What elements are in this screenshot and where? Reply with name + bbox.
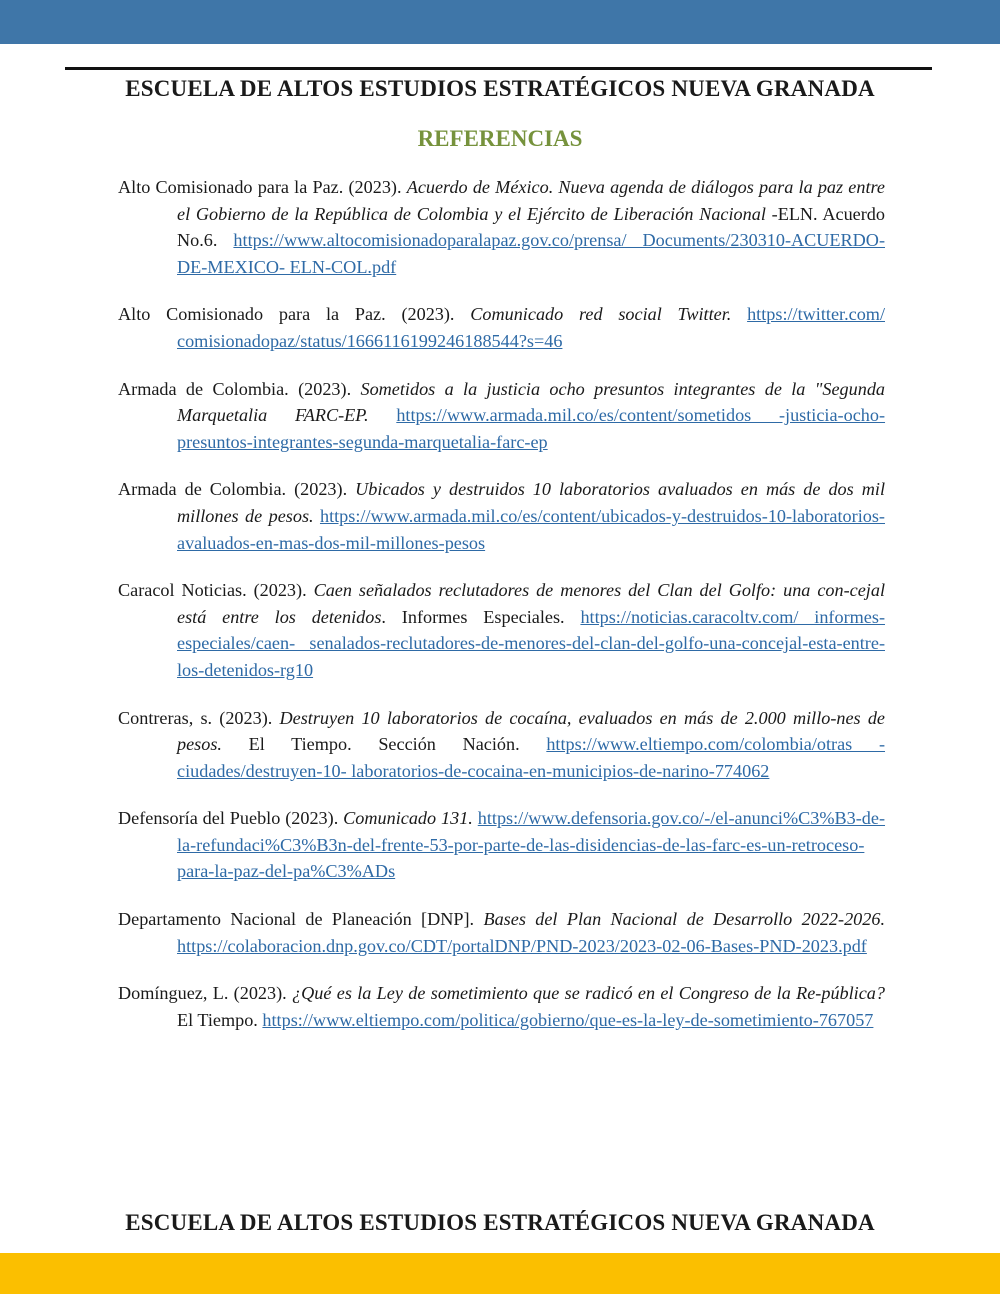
reference-author: Departamento Nacional de Planeación [DNP]. <box>118 909 484 930</box>
reference-title: Sometidos a la justicia ocho presuntos integrantes de la "Segunda Marquetalia FARC-EP. <box>177 378 886 426</box>
reference-link[interactable]: https://www.eltiempo.com/politica/gobierno/que-es-la-ley-de-sometimiento-767057 <box>262 1009 874 1030</box>
reference-title: Comunicado 131. <box>343 808 473 829</box>
reference-entry <box>118 301 885 354</box>
reference-title: Destruyen 10 laboratorios de cocaína, evaluados en más de 2.000 millo-nes de pesos. <box>177 707 886 755</box>
reference-author: Domínguez, L. (2023). <box>118 983 293 1004</box>
reference-entry <box>118 376 885 456</box>
reference-title: Ubicados y destruidos 10 laboratorios avaluados en más de dos mil millones de pesos. <box>177 479 885 526</box>
reference-entry <box>118 705 885 785</box>
reference-link[interactable]: https://www.armada.mil.co/es/content/ubicados-y-destruidos-10-laboratorios-avaluados-en-mas-dos-mil-millones-pesos <box>177 505 885 553</box>
bottom-color-band <box>0 1253 1000 1294</box>
reference-title: ¿Qué es la Ley de sometimiento que se radicó en el Congreso de la Re-pública? <box>292 983 885 1004</box>
reference-title: Bases del Plan Nacional de Desarrollo 2022-2026. <box>483 909 885 930</box>
reference-author: Alto Comisionado para la Paz. (2023). <box>118 304 471 325</box>
reference-link[interactable]: https://twitter.com/ comisionadopaz/status/1666116199246188544?s=46 <box>177 304 885 351</box>
section-title-references: REFERENCIAS <box>417 126 583 151</box>
reference-source <box>369 405 397 425</box>
reference-link[interactable]: https://noticias.caracoltv.com/ informes-especiales/caen- senalados-reclutadores-de-menores-del-clan-del-golfo-una-concejal-esta-entre-los-detenidos-rg10 <box>177 606 885 680</box>
reference-entry <box>118 174 885 280</box>
reference-author: Armada de Colombia. (2023). <box>118 479 356 500</box>
reference-title: Caen señalados reclutadores de menores del Clan del Golfo: una con-cejal está entre los detenidos <box>177 580 885 627</box>
page-footer-title: ESCUELA DE ALTOS ESTUDIOS ESTRATÉGICOS NUEVA GRANADA <box>125 1210 875 1235</box>
reference-link[interactable]: https://www.armada.mil.co/es/content/sometidos -justicia-ocho-presuntos-integrantes-segunda-marquetalia-farc-ep <box>177 405 886 452</box>
top-color-band <box>0 0 1000 44</box>
reference-entry <box>118 906 885 959</box>
reference-source: El Tiempo. Sección Nación. <box>221 734 547 755</box>
reference-title: Comunicado red social Twitter. <box>470 304 732 325</box>
reference-entry <box>118 577 885 683</box>
reference-title: Acuerdo de México. Nueva agenda de diálogos para la paz entre el Gobierno de la República de Colombia y el Ejército de Liberación Nacional <box>177 177 885 224</box>
reference-source: . Informes Especiales. <box>381 606 581 627</box>
reference-author: Caracol Noticias. (2023). <box>118 580 314 601</box>
reference-source: -ELN. Acuerdo No.6. <box>177 203 885 251</box>
reference-source <box>731 304 747 324</box>
reference-list <box>118 174 885 1033</box>
reference-author: Alto Comisionado para la Paz. (2023). <box>118 177 407 197</box>
header-rule <box>65 67 932 70</box>
reference-link[interactable]: https://www.defensoria.gov.co/-/el-anunci%C3%B3-de-la-refundaci%C3%B3n-del-frente-53-por-parte-de-las-disidencias-de-las-farc-es-un-retroceso-para-la-paz-del-pa%C3%ADs <box>177 808 886 882</box>
reference-link[interactable]: https://colaboracion.dnp.gov.co/CDT/portalDNP/PND-2023/2023-02-06-Bases-PND-2023.pdf <box>177 935 867 956</box>
reference-author: Defensoría del Pueblo (2023). <box>118 808 344 829</box>
reference-author: Contreras, s. (2023). <box>118 707 280 728</box>
reference-author: Armada de Colombia. (2023). <box>118 378 361 399</box>
reference-entry <box>118 476 885 556</box>
reference-entry <box>118 980 885 1033</box>
reference-link[interactable]: https://www.altocomisionadoparalapaz.gov.co/prensa/ Documents/230310-ACUERDO-DE-MEXICO- ELN-COL.pdf <box>177 230 885 277</box>
page-header-title: ESCUELA DE ALTOS ESTUDIOS ESTRATÉGICOS NUEVA GRANADA <box>125 76 875 101</box>
reference-source: El Tiempo. <box>177 1009 263 1030</box>
reference-link[interactable]: https://www.eltiempo.com/colombia/otras -ciudades/destruyen-10- laboratorios-de-cocaina-en-municipios-de-narino-774062 <box>177 734 886 781</box>
reference-entry <box>118 805 885 885</box>
